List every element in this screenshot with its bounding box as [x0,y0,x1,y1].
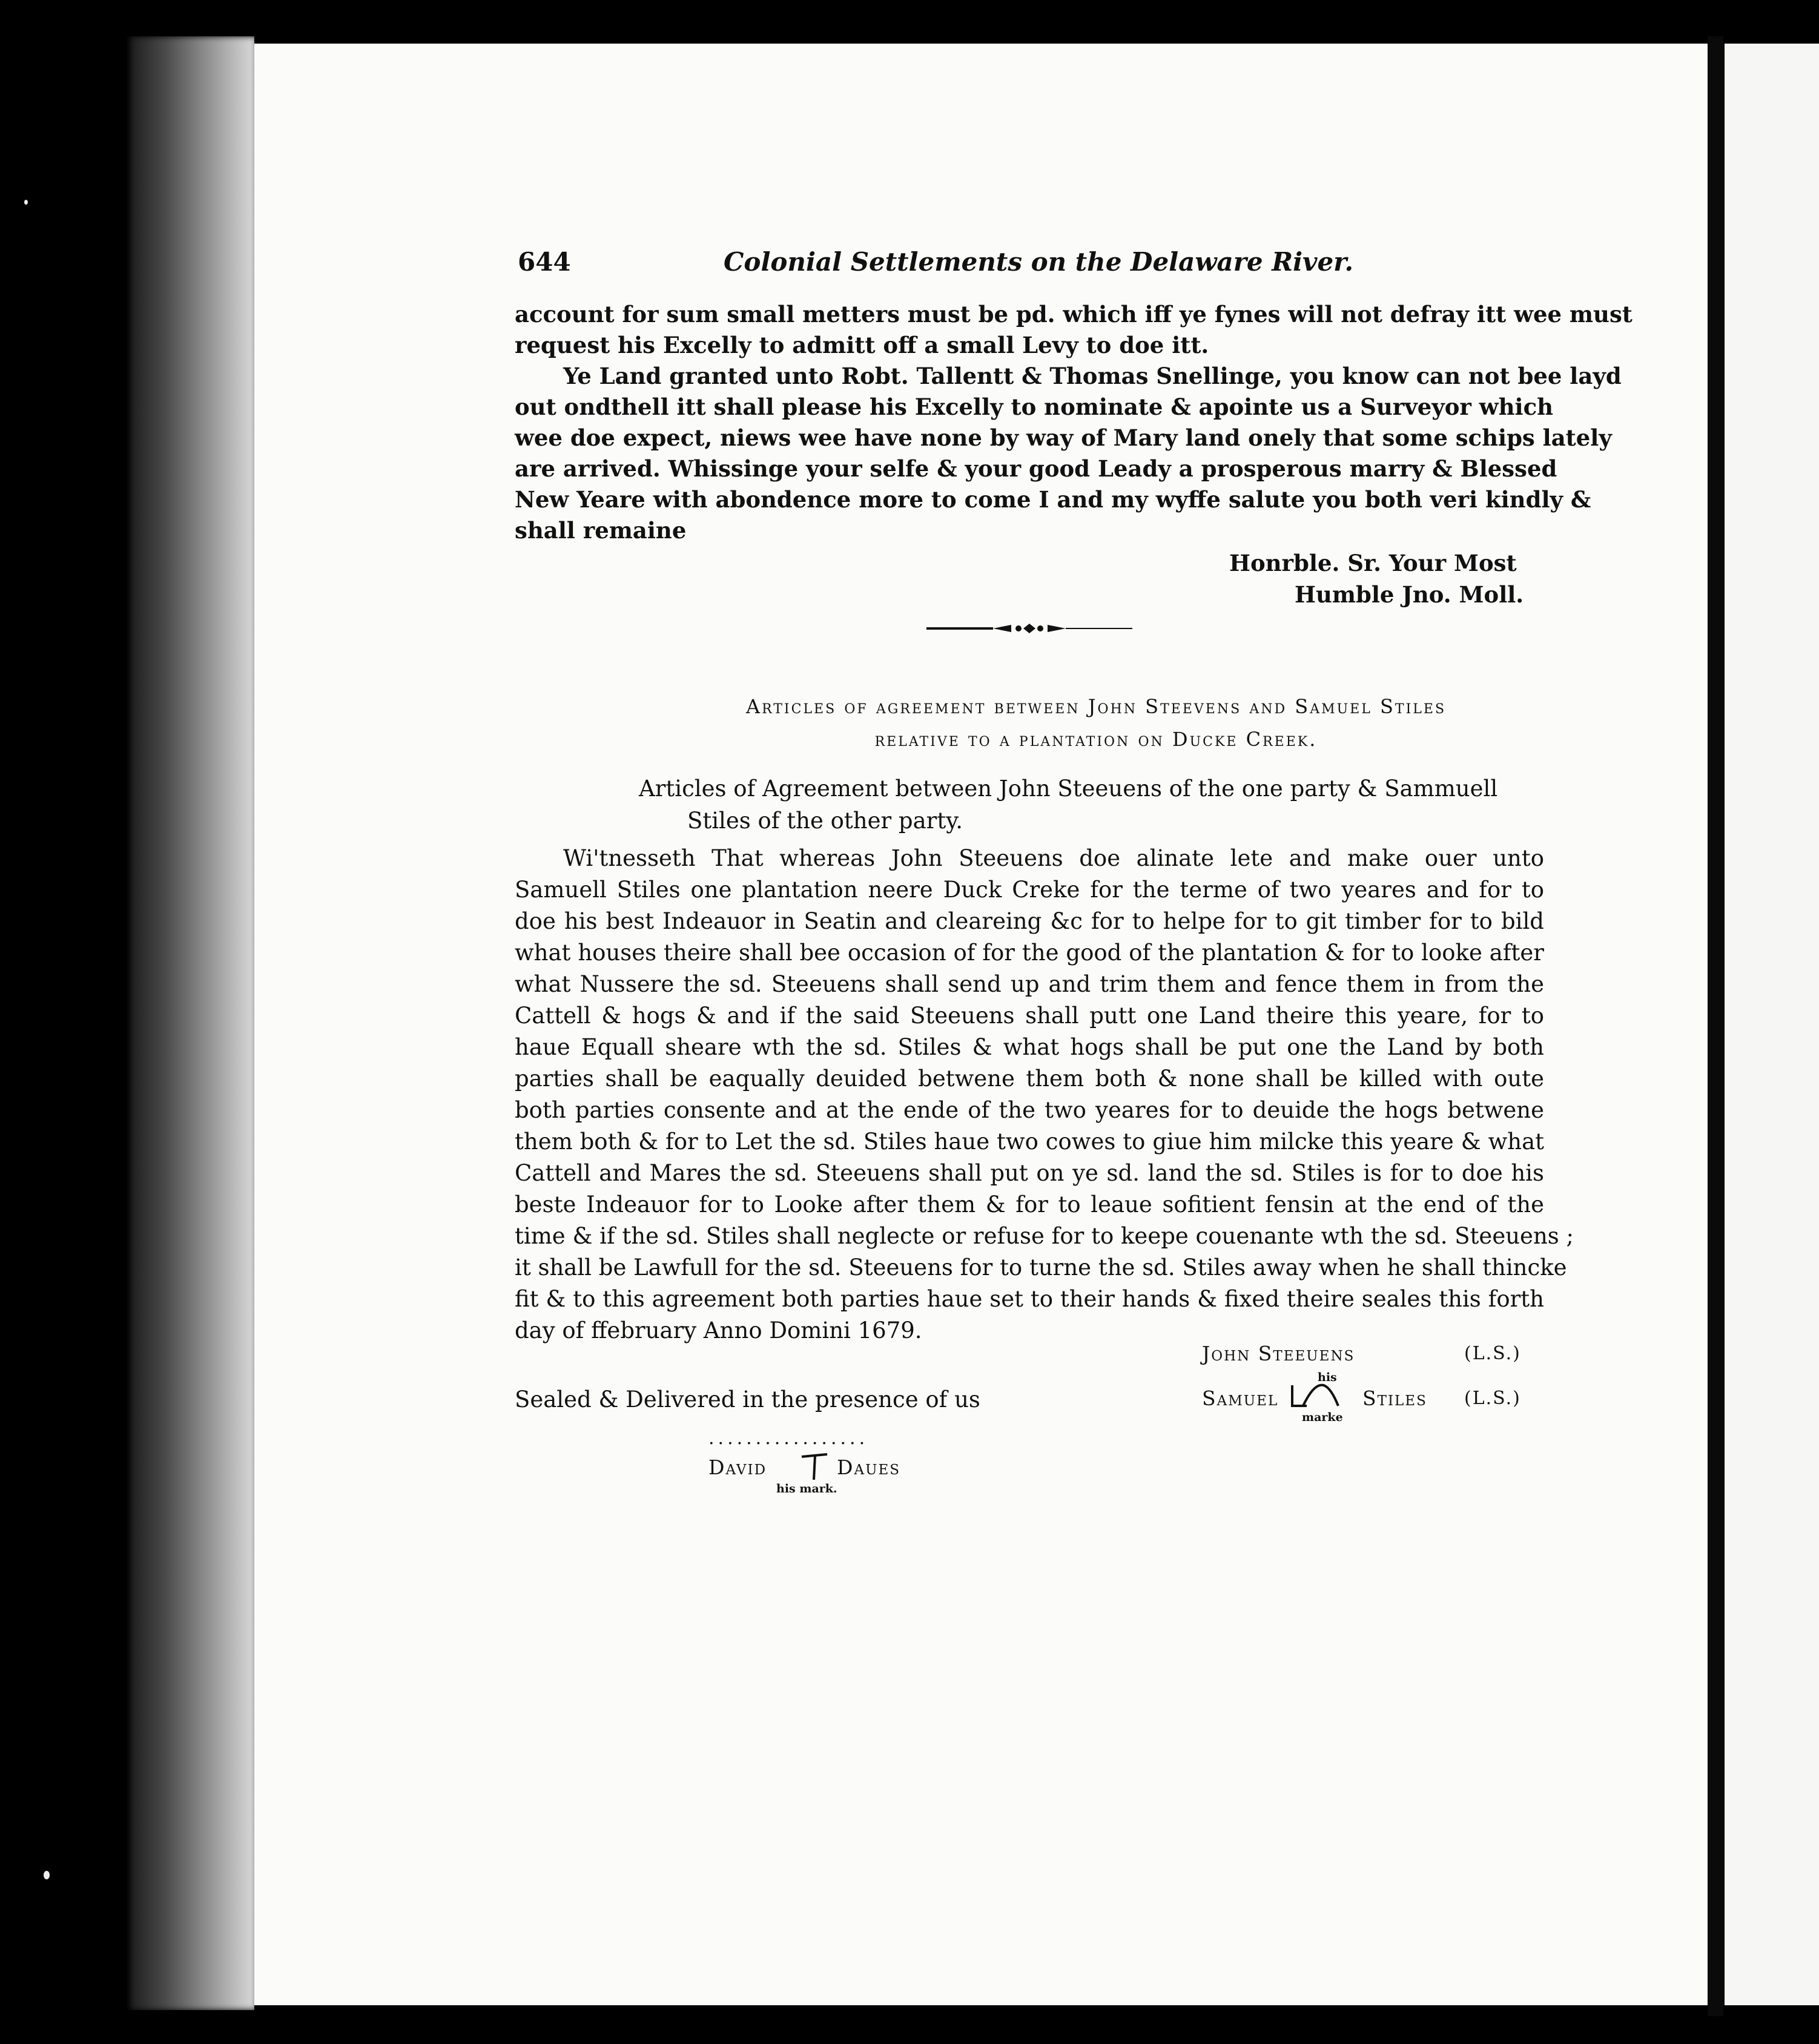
text-line: what Nussere the sd. Steeuens shall send up and trim them and fence them in from the [515,971,1544,997]
text-line: request his Excelly to admitt off a small Levy to doe itt. [515,332,1209,358]
ornament-divider [926,621,1132,636]
text-line: it shall be Lawfull for the sd. Steeuens for to turne the sd. Stiles away when he shall thincke [515,1254,1567,1281]
signature-samuel-last: Stiles [1362,1386,1427,1410]
text-line: Cattell & hogs & and if the said Steeuens shall putt one Land theire this yeare, for to [515,1003,1544,1029]
text-line: Cattell and Mares the sd. Steeuens shall put on ye sd. land the sd. Stiles is for to doe his [515,1160,1544,1186]
letter-text [515,299,1632,546]
running-head: Colonial Settlements on the Delaware River. [724,247,1354,277]
scan-speck [24,200,28,205]
witness-mark-note: his mark. [776,1482,837,1495]
page-header [518,247,1354,283]
witness-dotted-line: ................. [708,1428,869,1449]
witness-first-name: David [708,1456,767,1479]
adjacent-page-edge [1725,44,1819,2005]
mark-his-label: his [1318,1371,1337,1384]
book-spine-shadow [127,36,254,2010]
text-line: fit & to this agreement both parties haue set to their hands & fixed theire seales this forth [515,1286,1544,1312]
signature-samuel-first: Samuel [1202,1386,1279,1410]
text-line: time & if the sd. Stiles shall neglecte or refuse for to keepe couenante wth the sd. Steeuens ; [515,1223,1574,1249]
text-line: both parties consente and at the ende of the two yeares for to deuide the hogs betwene [515,1097,1544,1123]
text-line: account for sum small metters must be pd. which iff ye fynes will not defray itt wee must [515,301,1632,328]
text-line: Articles of Agreement between John Steeuens of the one party & Sammuell [639,776,1498,802]
text-line: what houses theire shall bee occasion of for the good of the plantation & for to looke after [515,940,1544,966]
letter-closing: Honrble. Sr. Your Most [1229,550,1517,576]
text-line: wee doe expect, niews wee have none by way of Mary land onely that some schips lately [515,424,1612,451]
signature-john-steeuens: John Steeuens [1202,1342,1355,1365]
sealed-delivered-line: Sealed & Delivered in the presence of us [515,1386,980,1413]
scan-speck [44,1871,50,1879]
text-line: New Yeare with abondence more to come I and my wyffe salute you both veri kindly & [515,486,1591,513]
page-number: 644 [518,247,571,277]
seal-mark: (L.S.) [1464,1388,1521,1409]
text-line: Ye Land granted unto Robt. Tallentt & Thomas Snellinge, you know can not bee layd [563,363,1622,389]
text-line: shall remaine [515,517,687,544]
agreement-body [515,843,1574,1347]
letter-signature: Humble Jno. Moll. [1295,581,1524,608]
section-title: Articles of agreement between John Steevens and Samuel Stiles [745,695,1447,718]
agreement-intro [639,773,1541,837]
text-line: day of ffebruary Anno Domini 1679. [515,1317,922,1343]
text-line: are arrived. Whissinge your selfe & your good Leady a prosperous marry & Blessed [515,455,1557,482]
text-line: Samuell Stiles one plantation neere Duck Creke for the terme of two yeares and for to [515,877,1544,903]
samuel-stiles-mark [1286,1382,1344,1409]
text-line: parties shall be eaqually deuided betwene them both & none shall be killed with oute [515,1066,1544,1092]
page-gutter [1708,36,1723,2016]
text-line: haue Equall sheare wth the sd. Stiles & what hogs shall be put one the Land by both [515,1034,1544,1060]
text-line: beste Indeauor for to Looke after them & for to leaue sofitient fensin at the end of the [515,1192,1544,1218]
david-daues-mark [799,1452,830,1481]
witness-last-name: Daues [837,1456,900,1479]
text-line: Wi'tnesseth That whereas John Steeuens doe alinate lete and make ouer unto [563,845,1544,871]
section-subtitle: relative to a plantation on Ducke Creek. [874,728,1318,751]
mark-marke-label: marke [1302,1411,1343,1424]
text-line: them both & for to Let the sd. Stiles haue two cowes to giue him milcke this yeare & what [515,1129,1544,1155]
seal-mark: (L.S.) [1464,1343,1521,1364]
text-line: Stiles of the other party. [687,808,963,834]
text-line: doe his best Indeauor in Seatin and cleareing &c for to helpe for to git timber for to bild [515,908,1544,934]
text-line: out ondthell itt shall please his Excelly to nominate & apointe us a Surveyor which [515,394,1554,420]
